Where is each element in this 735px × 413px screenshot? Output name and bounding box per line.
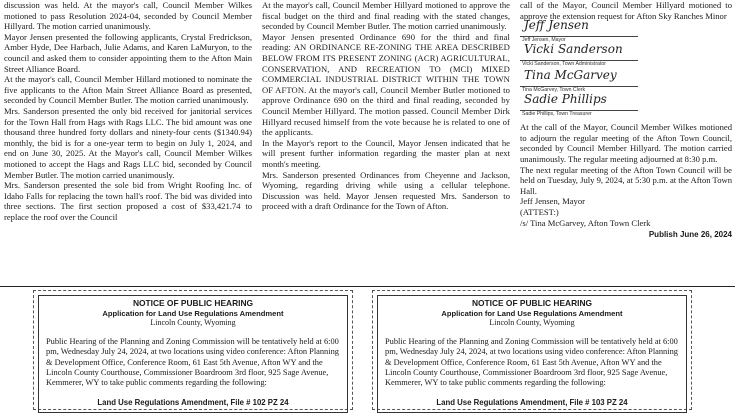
paragraph: Mrs. Sanderson presented the sole bid from Wright Roofing Inc. of Idaho Falls for replacing the town hall's roof. The bid was divided into three sections. The first section proposed a cost of $33,421.74 to replace the roof over the Council [4,180,252,222]
notice-body: Public Hearing of the Planning and Zoning Commission will be tentatively held at 6:00 pm, Wednesday July 24, 2024, at two locations using video conference: Afton Planning & Development Office, Conference Room, 61 East 5th Avenue, Afton WY and the Lincoln County Courthouse, Commissioner Boardroom 3rd floor, 925 Sage Avenue, Kemmerer, WY to take public comments regarding the following: [46,337,339,388]
minutes-column-2 [262,0,510,288]
signature-caption: Vicki Sanderson, Town Administrator [522,61,607,68]
signature-administrator [520,42,690,68]
signature-caption: Tina McGarvey, Town Clerk [522,87,586,94]
signature-treasurer [520,92,690,118]
paragraph: Mrs. Sanderson presented the only bid received for janitorial services for the Town Hall from Hags with Rags LLC. The bid amount was one thousand three hundred forty dollars and ninety-four cents ($1340.94) monthly, the bid is for a one-year term to begin on July 1, 2024, and end on June 30, 2025. At the Mayor's call, Council Member Wilkes motioned to accept the Hags and Rags LLC bid, seconded by Council Member Butler. The motion carried unanimously. [4,105,252,180]
notice-subtitle: Application for Land Use Regulations Amendment [102,309,284,318]
paragraph: /s/ Tina McGarvey, Afton Town Clerk [520,217,651,228]
signature-block [520,18,732,120]
paragraph: At the mayor's call, Council Member Hillard motioned to nominate the five applicants to the Afton Main Street Alliance Board as presented, seconded by Council Member Butler. The motion carried unanimously. [4,74,252,106]
signature-caption: Jeff Jensen, Mayor [522,37,566,44]
notice-location: Lincoln County, Wyoming [150,318,236,327]
publish-date: Publish June 26, 2024 [648,230,732,240]
signature-script: Tina McGarvey [524,68,617,83]
signature-caption: Sadie Phillips, Town Treasurer [522,111,592,118]
paragraph: In the Mayor's report to the Council, Mayor Jensen indicated that he will present further information regarding the master plan at next month's meeting. [262,137,510,169]
public-hearing-notice-left [33,290,353,410]
minutes-column-1 [4,0,252,288]
signature-script: Sadie Phillips [524,92,607,107]
notice-file-number: Land Use Regulations Amendment, File # 102 PZ 24 [97,398,289,408]
signature-script: Vicki Sanderson [524,42,623,57]
notice-title: NOTICE OF PUBLIC HEARING [132,298,254,308]
notice-body: Public Hearing of the Planning and Zoning Commission will be tentatively held at 6:00 pm, Wednesday July 24, 2024, at two locations using video conference: Afton Planning & Development Office, Conference Room, 61 East 5th Avenue, Afton WY and the Lincoln County Courthouse, Commissioner Boardroom 3rd floor, 925 Sage Avenue, Kemmerer, WY to take public comments regarding the following: [385,337,678,388]
public-hearing-notice-right [372,290,692,410]
minutes-column-3 [520,0,732,288]
notice-subtitle: Application for Land Use Regulations Amendment [441,309,623,318]
paragraph: Mayor Jensen presented Ordinance 690 for the third and final reading: AN ORDINANCE RE-ZONING THE AREA DESCRIBED BELOW FROM ITS PRESENT ZONING (ACR) AGRICULTURAL, CONSERVATION, AND RECREATION TO (MCI) MIXED COMMERCIAL INDUSTRIAL DISTRICT WITHIN THE TOWN OF AFTON. At the mayor's call, Council Member Butler motioned to approve Ordinance 690 on the third and final reading, seconded by Council Member Hillyard. The motion passed. Council Member Dirk Hillyard recused himself from the vote because he is related to one of the applicants. [262,31,510,138]
paragraph: At the mayor's call, Council Member Hillyard motioned to approve the fiscal budget on the third and final reading with the stated changes, seconded by Council Member Butler. The motion carried unanimously. [262,0,510,32]
notice-title: NOTICE OF PUBLIC HEARING [471,298,593,308]
paragraph: The next regular meeting of the Afton Town Council will be held on Tuesday, July 9, 2024, at 5:30 p.m. at the Afton Town Hall. [520,164,732,196]
signature-script: Jeff Jensen [524,18,589,33]
paragraph: call of the Mayor, Council Member Hillyard motioned to approve the extension request for Afton Sky Ranches Minor [520,0,732,21]
paragraph: (ATTEST:) [520,206,559,217]
paragraph: discussion was held. At the mayor's call, Council Member Wilkes motioned to pass Resolution 2024-04, seconded by Council Member Hillyard. The motion carried unanimously. [4,0,252,32]
signature-clerk [520,68,690,94]
paragraph: Mrs. Sanderson presented Ordinances from Cheyenne and Jackson, Wyoming, regarding driving while using a cellular telephone. Discussion was held. Mayor Jensen requested Mrs. Sanderson to proceed with a draft Ordinance for the Town of Afton. [262,169,510,212]
paragraph: At the call of the Mayor, Council Member Wilkes motioned to adjourn the regular meeting of the Afton Town Council, seconded by Council Member Hillyard. The motion carried unanimously. The regular meeting adjourned at 8:30 p.m. [520,122,732,164]
section-divider [0,286,735,287]
notice-frame [38,295,348,413]
paragraph: Mayor Jensen presented the following applicants, Crystal Fredrickson, Amber Hyde, Dee Harbach, Julie Adams, and Karen LaMuryon, to the council and asked them to consider appointing them to the Afton Main Street Alliance Board. [4,31,252,74]
signature-mayor [520,18,690,44]
notice-location: Lincoln County, Wyoming [489,318,575,327]
notice-frame [377,295,687,413]
paragraph: Jeff Jensen, Mayor [520,196,585,207]
notice-file-number: Land Use Regulations Amendment, File # 103 PZ 24 [436,398,628,408]
